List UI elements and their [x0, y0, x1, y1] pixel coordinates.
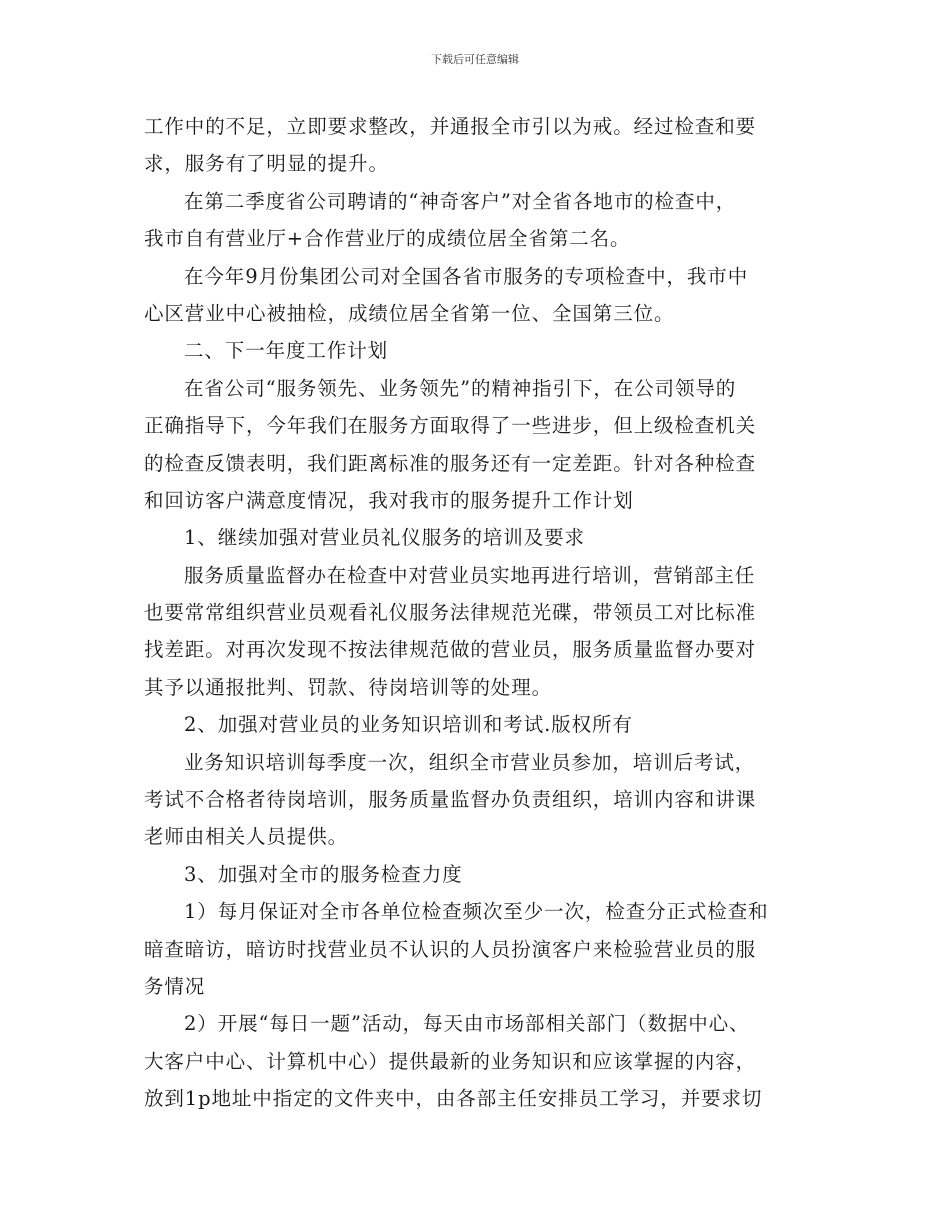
text-line: 找差距。对再次发现不按法律规范做的营业员，服务质量监督办要对	[144, 638, 757, 662]
page-header: 下载后可任意编辑	[431, 53, 519, 66]
text-line: 心区营业中心被抽检，成绩位居全省第一位、全国第三位。	[144, 301, 675, 325]
text-line: 放到1p地址中指定的文件夹中，由各部主任安排员工学习，并要求切	[144, 1087, 763, 1111]
text-line: 2）开展“每日一题”活动，每天由市场部相关部门（数据中心、	[184, 1012, 750, 1036]
text-line: 工作中的不足，立即要求整改，并通报全市引以为戒。经过检查和要	[144, 115, 757, 138]
text-line: 正确指导下，今年我们在服务方面取得了一些进步，但上级检查机关	[144, 414, 757, 438]
text-line: 和回访客户满意度情况，我对我市的服务提升工作计划	[144, 488, 634, 512]
text-line: 在第二季度省公司聘请的“神奇客户”对全省各地市的检查中，	[184, 189, 737, 213]
text-line: 暗查暗访，暗访时找营业员不认识的人员扮演客户来检验营业员的服	[144, 937, 757, 961]
text-line: 我市自有营业厅+合作营业厅的成绩位居全省第二名。	[144, 227, 631, 251]
text-line: 考试不合格者待岗培训，服务质量监督办负责组织，培训内容和讲课	[144, 788, 757, 812]
text-line: 3、加强对全市的服务检查力度	[184, 862, 463, 886]
text-line: 在省公司“服务领先、业务领先”的精神指引下，在公司领导的	[184, 376, 737, 400]
document-body	[144, 108, 809, 1118]
text-line: 业务知识培训每季度一次，组织全市营业员参加，培训后考试，	[184, 750, 756, 774]
text-line: 二、下一年度工作计划	[184, 339, 389, 363]
text-line: 1）每月保证对全市各单位检查频次至少一次，检查分正式检查和	[184, 900, 769, 924]
text-line: 在今年9月份集团公司对全国各省市服务的专项检查中，我市中	[184, 264, 749, 288]
text-line: 2、加强对营业员的业务知识培训和考试.版权所有	[184, 713, 633, 737]
text-line: 其予以通报批判、罚款、待岗培训等的处理。	[144, 675, 553, 699]
text-line: 也要常常组织营业员观看礼仪服务法律规范光碟，带领员工对比标准	[144, 601, 757, 625]
text-line: 1、继续加强对营业员礼仪服务的培训及要求	[184, 526, 585, 550]
text-line: 老师由相关人员提供。	[144, 825, 349, 849]
text-line: 的检查反馈表明，我们距离标准的服务还有一定差距。针对各种检查	[144, 451, 757, 475]
text-line: 大客户中心、计算机中心）提供最新的业务知识和应该掌握的内容，	[144, 1049, 757, 1073]
text-line: 求，服务有了明显的提升。	[144, 152, 389, 176]
text-line: 务情况	[144, 974, 206, 998]
text-line: 服务质量监督办在检查中对营业员实地再进行培训，营销部主任	[184, 563, 756, 587]
